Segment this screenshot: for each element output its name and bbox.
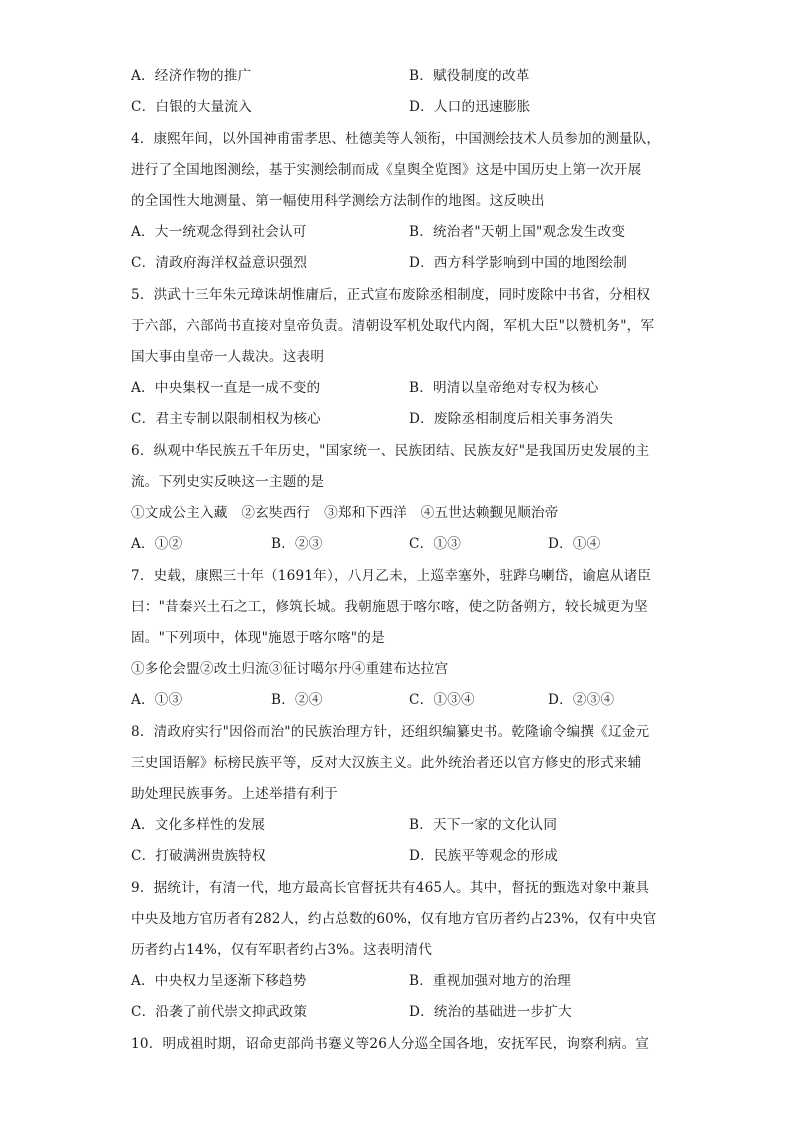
q4-option-a: A．大一统观念得到社会认可 xyxy=(131,224,307,240)
q5-option-d: D．废除丞相制度后相关事务消失 xyxy=(409,411,614,427)
q8-stem-line-2: 三史国语解》标榜民族平等，反对大汉族主义。此外统治者还以官方修史的形式来辅 xyxy=(131,755,642,771)
q9-stem-line-3: 历者约占14%，仅有军职者约占3%。这表明清代 xyxy=(131,942,433,958)
q7-option-a: A．①③ xyxy=(131,692,183,708)
q5-option-c: C．君主专制以限制相权为核心 xyxy=(131,411,321,427)
q6-option-c: C．①③ xyxy=(409,536,461,552)
q6-stem-line-1: 6．纵观中华民族五千年历史，"国家统一、民族团结、民族友好"是我国历史发展的主 xyxy=(131,443,650,459)
q8-option-a: A．文化多样性的发展 xyxy=(131,817,266,833)
q8-option-d: D．民族平等观念的形成 xyxy=(409,848,559,864)
q3-option-a: A．经济作物的推广 xyxy=(131,68,252,84)
q3-option-b: B．赋役制度的改革 xyxy=(409,68,530,84)
q7-stem-line-3: 固。"下列项中，体现"施恩于喀尔喀"的是 xyxy=(131,630,385,646)
q7-items: ①多伦会盟②改土归流③征讨噶尔丹④重建布达拉宫 xyxy=(131,661,449,677)
q9-stem-line-1: 9．据统计，有清一代，地方最高长官督抚共有465人。其中，督抚的甄选对象中兼具 xyxy=(131,880,650,896)
q4-option-d: D．西方科学影响到中国的地图绘制 xyxy=(409,255,628,271)
q5-stem-line-2: 于六部，六部尚书直接对皇帝负责。清朝设军机处取代内阁，军机大臣"以赞机务"，军 xyxy=(131,318,655,334)
q4-option-b: B．统治者"天朝上国"观念发生改变 xyxy=(409,224,626,240)
q4-stem-line-2: 进行了全国地图测绘，基于实测绘制而成《皇舆全览图》这是中国历史上第一次开展 xyxy=(131,162,642,178)
q9-stem-line-2: 中央及地方官历者有282人，约占总数的60%，仅有地方官历者约占23%，仅有中央官 xyxy=(131,911,657,927)
q8-option-c: C．打破满洲贵族特权 xyxy=(131,848,266,864)
q7-stem-line-2: 曰："昔秦兴土石之工，修筑长城。我朝施恩于喀尔喀，使之防备朔方，较长城更为坚 xyxy=(131,599,648,615)
q3-option-c: C．白银的大量流入 xyxy=(131,99,252,115)
q4-stem-line-3: 的全国性大地测量、第一幅使用科学测绘方法制作的地图。这反映出 xyxy=(131,193,545,209)
q4-stem-line-1: 4．康熙年间，以外国神甫雷孝思、杜德美等人领衔，中国测绘技术人员参加的测量队， xyxy=(131,131,661,147)
q5-option-b: B．明清以皇帝绝对专权为核心 xyxy=(409,380,599,396)
q8-stem-line-3: 助处理民族事务。上述举措有利于 xyxy=(131,786,338,802)
q9-option-c: C．沿袭了前代崇文抑武政策 xyxy=(131,1004,308,1020)
q6-stem-line-2: 流。下列史实反映这一主题的是 xyxy=(131,474,325,490)
q6-option-a: A．①② xyxy=(131,536,183,552)
q7-stem-line-1: 7．史载，康熙三十年（1691年），八月乙未，上巡幸塞外，驻跸乌喇岱，谕扈从诸臣 xyxy=(131,568,652,584)
q5-stem-line-3: 国大事由皇帝一人裁决。这表明 xyxy=(131,349,325,365)
q5-stem-line-1: 5．洪武十三年朱元璋诛胡惟庸后，正式宣布废除丞相制度，同时废除中书省，分相权 xyxy=(131,287,651,303)
q6-option-d: D．①④ xyxy=(548,536,601,552)
q6-option-b: B．②③ xyxy=(271,536,323,552)
q8-option-b: B．天下一家的文化认同 xyxy=(409,817,558,833)
q7-option-d: D．②③④ xyxy=(548,692,615,708)
q6-items: ①文成公主入藏 ②玄奘西行 ③郑和下西洋 ④五世达赖觐见顺治帝 xyxy=(131,505,559,521)
q3-option-d: D．人口的迅速膨胀 xyxy=(409,99,531,115)
q7-option-b: B．②④ xyxy=(271,692,323,708)
q7-option-c: C．①③④ xyxy=(409,692,475,708)
q9-option-d: D．统治的基础进一步扩大 xyxy=(409,1004,572,1020)
q4-option-c: C．清政府海洋权益意识强烈 xyxy=(131,255,308,271)
q5-option-a: A．中央集权一直是一成不变的 xyxy=(131,380,321,396)
q9-option-a: A．中央权力呈逐渐下移趋势 xyxy=(131,973,307,989)
q9-option-b: B．重视加强对地方的治理 xyxy=(409,973,571,989)
q10-stem-line-1: 10．明成祖时期，诏命吏部尚书蹇义等26人分巡全国各地，安抚军民，询察利病。宣 xyxy=(131,1036,650,1052)
q8-stem-line-1: 8．清政府实行"因俗而治"的民族治理方针，还组织编纂史书。乾隆谕令编撰《辽金元 xyxy=(131,724,650,740)
